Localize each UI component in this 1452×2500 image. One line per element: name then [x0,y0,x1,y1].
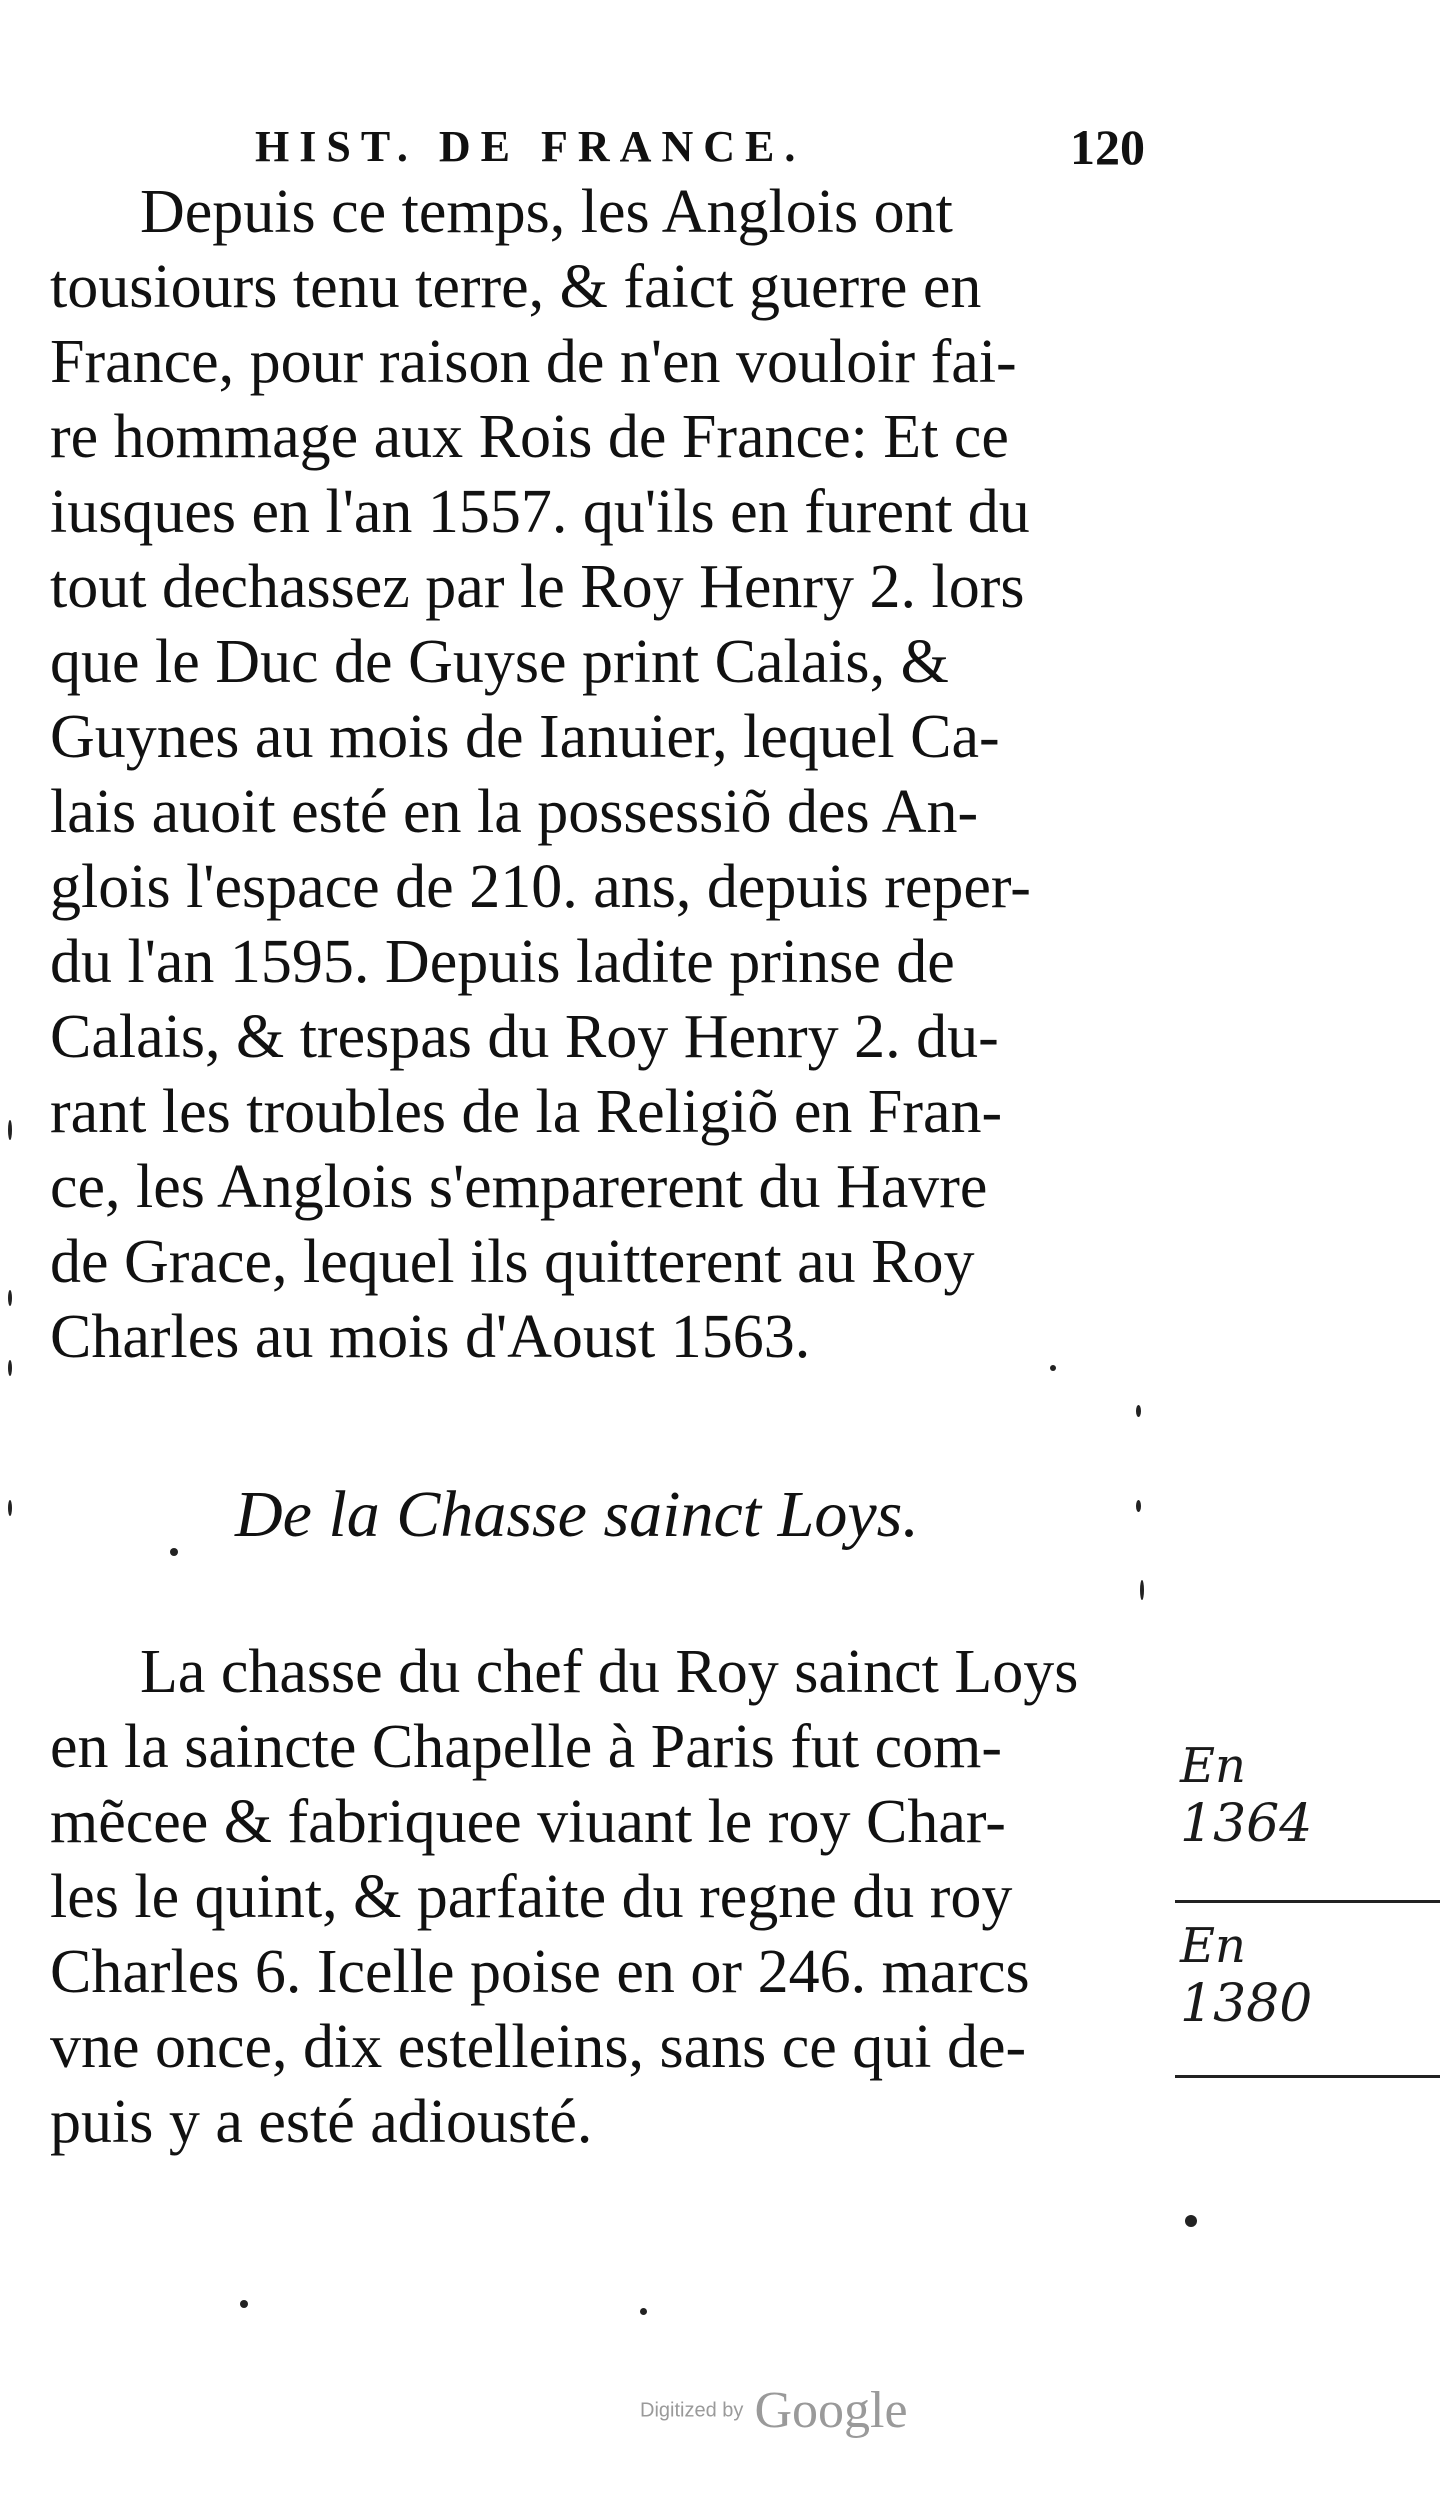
text-line: rant les troubles de la Religiõ en Fran- [50,1078,1003,1146]
scan-speck [8,1500,12,1516]
text-line: mẽcee & fabriquee viuant le roy Char- [50,1788,1006,1856]
scan-speck [1050,1365,1056,1371]
text-line: tousiours tenu terre, & faict guerre en [50,253,982,321]
text-line: tout dechassez par le Roy Henry 2. lors [50,553,1025,621]
margin-note-year: 1364 [1180,1794,1313,1854]
scan-speck [1136,1500,1141,1512]
scan-speck [1136,1405,1141,1417]
text-line: Charles 6. Icelle poise en or 246. marcs [50,1938,1030,2006]
margin-note-word: En [1180,1738,1246,1794]
text-line: Guynes au mois de Ianuier, lequel Ca- [50,703,1000,771]
margin-note-year: 1380 [1180,1974,1313,2034]
text-line: Calais, & trespas du Roy Henry 2. du- [50,1003,999,1071]
text-line: vne once, dix estelleins, sans ce qui de- [50,2013,1027,2081]
text-line: Charles au mois d'Aoust 1563. [50,1303,811,1371]
text-line: du l'an 1595. Depuis ladite prinse de [50,928,955,996]
scan-speck [1185,2215,1197,2227]
scan-speck [1140,1580,1144,1600]
text-line: les le quint, & parfaite du regne du roy [50,1863,1013,1931]
text-line: ce, les Anglois s'emparerent du Havre [50,1153,988,1221]
paragraph-chasse-saint-loys [50,1635,1140,2160]
margin-note-1364 [1180,1738,1430,1854]
text-line: que le Duc de Guyse print Calais, & [50,628,949,696]
margin-divider [1175,2075,1440,2078]
scan-speck [640,2308,647,2315]
scan-speck [240,2300,248,2308]
margin-note-word: En [1180,1918,1246,1974]
page-header [255,112,1145,182]
text-line: en la saincte Chapelle à Paris fut com- [50,1713,1003,1781]
scan-speck [170,1548,178,1556]
text-line: France, pour raison de n'en vouloir fai- [50,328,1017,396]
text-line: iusques en l'an 1557. qu'ils en furent du [50,478,1030,546]
margin-divider [1175,1900,1440,1903]
scan-speck [8,1120,12,1140]
scan-speck [8,1360,12,1376]
digitized-watermark [640,2380,908,2440]
text-line: Depuis ce temps, les Anglois ont [140,178,953,246]
scan-speck [8,1290,12,1306]
text-line: re hommage aux Rois de France: Et ce [50,403,1009,471]
text-line: lais auoit esté en la possessiõ des An- [50,778,979,846]
text-line: glois l'espace de 210. ans, depuis reper- [50,853,1031,921]
text-line: La chasse du chef du Roy sainct Loys [140,1638,1079,1706]
page-number: 120 [1070,119,1145,175]
running-title: HIST. DE FRANCE. [255,122,806,171]
section-heading: De la Chasse sainct Loys. [235,1478,919,1551]
google-logo: Google [754,2381,908,2439]
margin-note-1380 [1180,1918,1430,2034]
paragraph-english-history [50,175,1140,1375]
text-line: puis y a esté adiousté. [50,2088,593,2156]
text-line: de Grace, lequel ils quitterent au Roy [50,1228,975,1296]
digitized-by-label: Digitized by [640,2399,744,2422]
